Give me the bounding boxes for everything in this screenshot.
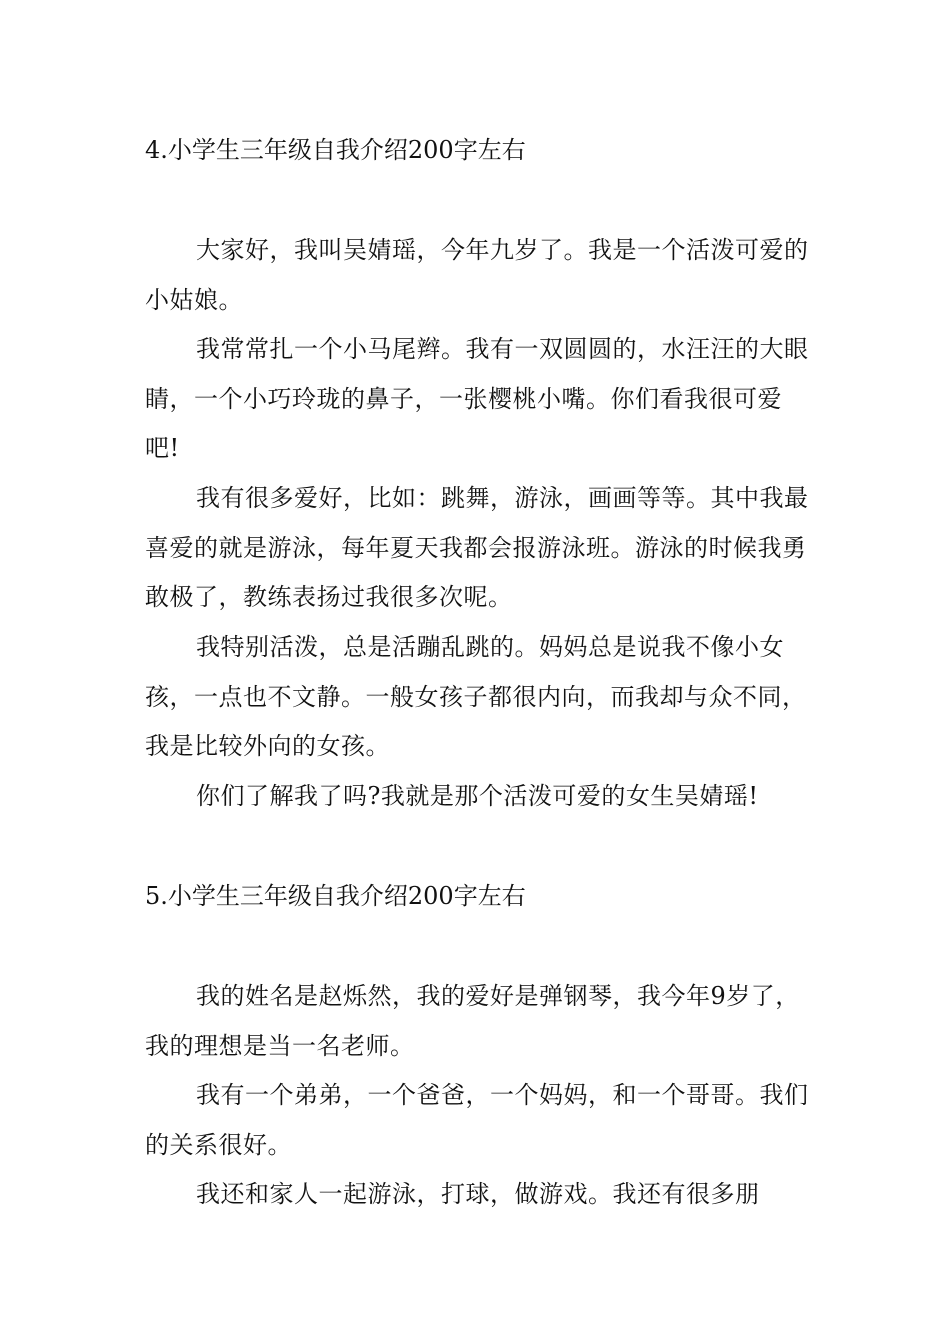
section-title: 5.小学生三年级自我介绍200字左右 (145, 882, 526, 910)
paragraph: 大家好，我叫吴婧瑶，今年九岁了。我是一个活泼可爱的小姑娘。 (145, 236, 809, 314)
paragraph: 我特别活泼，总是活蹦乱跳的。妈妈总是说我不像小女孩，一点也不文静。一般女孩子都很内向，而我却与众不同，我是比较外向的女孩。 (145, 633, 807, 760)
section-title: 4.小学生三年级自我介绍200字左右 (145, 136, 526, 164)
paragraph: 你们了解我了吗?我就是那个活泼可爱的女生吴婧瑶! (196, 782, 759, 810)
paragraph: 我有很多爱好，比如：跳舞，游泳，画画等等。其中我最喜爱的就是游泳，每年夏天我都会报游泳班。游泳的时候我勇敢极了，教练表扬过我很多次呢。 (145, 484, 809, 611)
paragraph: 我有一个弟弟，一个爸爸，一个妈妈，和一个哥哥。我们的关系很好。 (145, 1081, 809, 1159)
paragraph: 我的姓名是赵烁然，我的爱好是弹钢琴，我今年9岁了，我的理想是当一名老师。 (145, 982, 800, 1060)
paragraph: 我常常扎一个小马尾辫。我有一双圆圆的，水汪汪的大眼睛，一个小巧玲珑的鼻子，一张樱桃小嘴。你们看我很可爱吧! (145, 335, 809, 462)
paragraph: 我还和家人一起游泳，打球，做游戏。我还有很多朋 (196, 1180, 760, 1208)
